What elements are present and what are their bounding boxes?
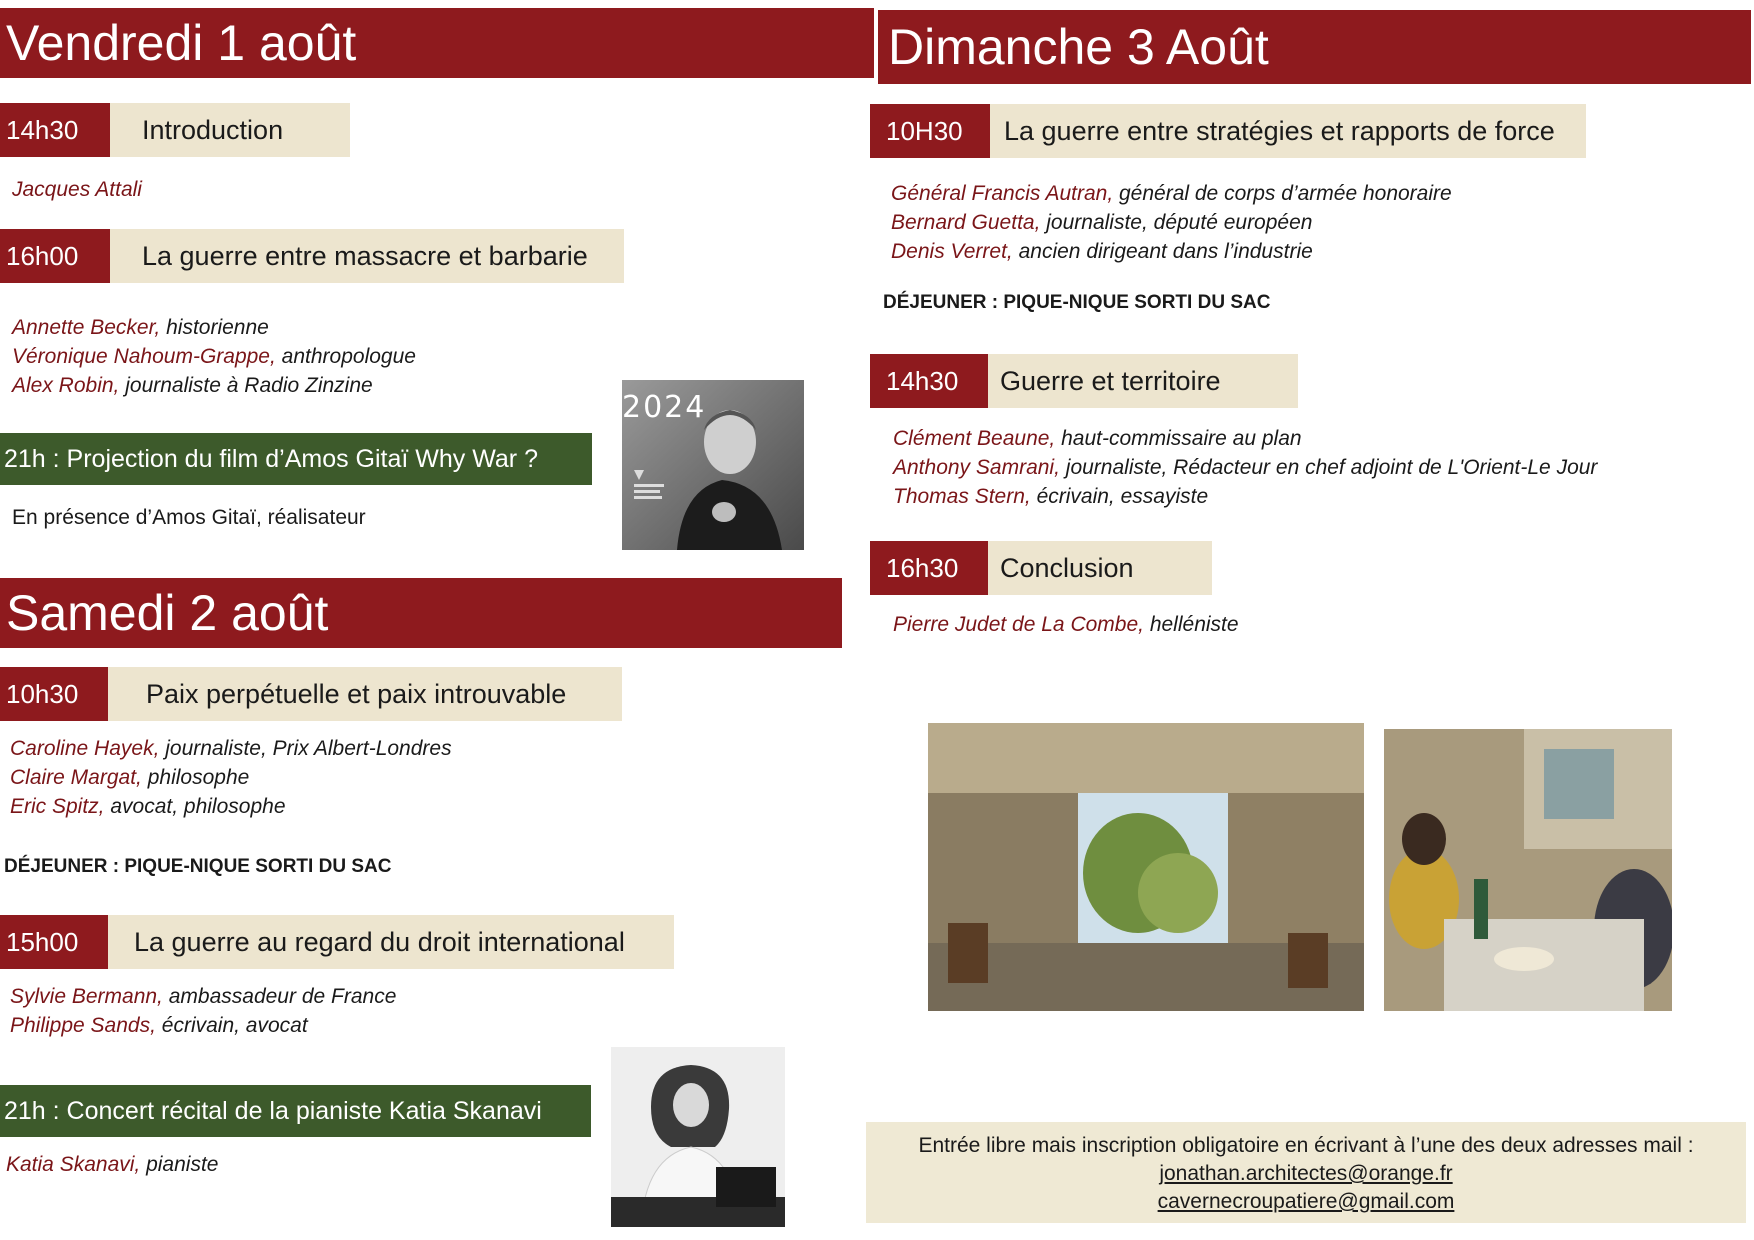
speaker-role: écrivain, avocat xyxy=(155,1014,308,1037)
speaker-name: Pierre Judet de La Combe, xyxy=(893,613,1144,636)
slot-title: Conclusion xyxy=(988,541,1212,595)
speaker-name: Caroline Hayek, xyxy=(10,737,160,760)
speaker-name: Claire Margat, xyxy=(10,766,142,789)
sunday-lunch: DÉJEUNER : PIQUE-NIQUE SORTI DU SAC xyxy=(883,292,1271,313)
slot-time: 16h30 xyxy=(870,541,988,595)
speaker xyxy=(891,208,1452,237)
pianist-photo xyxy=(611,1047,785,1227)
speaker-list xyxy=(893,424,1597,511)
speaker-role: anthropologue xyxy=(275,345,416,368)
saturday-header xyxy=(0,578,842,648)
cave-photo xyxy=(928,723,1364,1011)
slot-title: Guerre et territoire xyxy=(988,354,1298,408)
speaker-role: écrivain, essayiste xyxy=(1030,485,1209,508)
saturday-header-text: Samedi 2 août xyxy=(6,585,329,641)
slot-time: 14h30 xyxy=(870,354,988,408)
speaker-name: Sylvie Bermann, xyxy=(10,985,163,1008)
speaker-name: Eric Spitz, xyxy=(10,795,105,818)
speaker xyxy=(893,424,1597,453)
saturday-evening-event: 21h : Concert récital de la pianiste Katia Skanavi xyxy=(0,1085,591,1137)
speaker-name: Anthony Samrani, xyxy=(893,456,1060,479)
speaker-name: Denis Verret, xyxy=(891,240,1013,263)
speaker-role: général de corps d’armée honoraire xyxy=(1113,182,1452,205)
speaker-role: journaliste, Prix Albert-Londres xyxy=(159,737,452,760)
speaker xyxy=(12,175,142,204)
speaker xyxy=(10,982,396,1011)
friday-evening-note: En présence d’Amos Gitaï, réalisateur xyxy=(12,506,366,529)
speaker-role: ancien dirigeant dans l’industrie xyxy=(1012,240,1313,263)
slot-time: 15h00 xyxy=(0,915,108,969)
sunday-slot-3 xyxy=(870,541,1212,595)
speaker xyxy=(891,237,1452,266)
speaker-name: Général Francis Autran, xyxy=(891,182,1114,205)
sunday-slot-2 xyxy=(870,354,1298,408)
photo-year-text: 2024 xyxy=(622,390,707,425)
speaker-list xyxy=(12,313,416,400)
sunday-header-text: Dimanche 3 Août xyxy=(888,19,1269,75)
dining-photo xyxy=(1384,729,1672,1011)
speaker-list xyxy=(6,1150,218,1179)
speaker-name: Philippe Sands, xyxy=(10,1014,156,1037)
friday-header xyxy=(0,8,874,78)
registration-info xyxy=(866,1122,1746,1223)
slot-time: 14h30 xyxy=(0,103,110,157)
speaker-role: avocat, philosophe xyxy=(104,795,286,818)
speaker xyxy=(12,313,416,342)
speaker-name: Annette Becker, xyxy=(12,316,161,339)
speaker-role: ambassadeur de France xyxy=(162,985,397,1008)
speaker-role: helléniste xyxy=(1143,613,1239,636)
friday-header-text: Vendredi 1 août xyxy=(6,15,357,71)
speaker-name: Véronique Nahoum-Grappe, xyxy=(12,345,276,368)
friday-slot-1 xyxy=(0,103,350,157)
speaker-role: historienne xyxy=(160,316,269,339)
speaker-name: Jacques Attali xyxy=(12,178,142,201)
speaker xyxy=(893,610,1239,639)
speaker-name: Clément Beaune, xyxy=(893,427,1056,450)
speaker-name: Alex Robin, xyxy=(12,374,120,397)
speaker xyxy=(12,371,416,400)
speaker xyxy=(10,1011,396,1040)
speaker xyxy=(891,179,1452,208)
speaker xyxy=(893,482,1597,511)
slot-title: La guerre entre stratégies et rapports de force xyxy=(990,104,1586,158)
registration-text: Entrée libre mais inscription obligatoire en écrivant à l’une des deux adresses mail : xyxy=(918,1134,1694,1157)
speaker-role: journaliste à Radio Zinzine xyxy=(119,374,373,397)
slot-time: 10H30 xyxy=(870,104,990,158)
speaker xyxy=(10,763,452,792)
speaker xyxy=(10,734,452,763)
speaker-name: Bernard Guetta, xyxy=(891,211,1041,234)
speaker-list xyxy=(10,982,396,1040)
saturday-slot-2 xyxy=(0,915,674,969)
slot-title: La guerre au regard du droit international xyxy=(108,915,674,969)
speaker-list xyxy=(12,175,142,204)
speaker-role: haut-commissaire au plan xyxy=(1055,427,1302,450)
speaker xyxy=(6,1150,218,1179)
speaker-role: pianiste xyxy=(140,1153,219,1176)
speaker-role: journaliste, Rédacteur en chef adjoint de L'Orient-Le Jour xyxy=(1059,456,1598,479)
friday-slot-2 xyxy=(0,229,624,283)
slot-title: La guerre entre massacre et barbarie xyxy=(110,229,624,283)
email-link-1[interactable]: jonathan.architectes@orange.fr xyxy=(1159,1162,1453,1185)
speaker xyxy=(893,453,1597,482)
speaker-list xyxy=(10,734,452,821)
friday-evening-event: 21h : Projection du film d’Amos Gitaï Why War ? xyxy=(0,433,592,485)
email-link-2[interactable]: cavernecroupatiere@gmail.com xyxy=(1157,1190,1455,1213)
sunday-slot-1 xyxy=(870,104,1586,158)
speaker-name: Katia Skanavi, xyxy=(6,1153,141,1176)
speaker-list xyxy=(891,179,1452,266)
speaker-role: journaliste, député européen xyxy=(1040,211,1313,234)
speaker-list xyxy=(893,610,1239,639)
slot-title: Paix perpétuelle et paix introuvable xyxy=(108,667,622,721)
sunday-header xyxy=(878,10,1751,84)
saturday-slot-1 xyxy=(0,667,622,721)
slot-time: 10h30 xyxy=(0,667,108,721)
speaker xyxy=(10,792,452,821)
speaker-name: Thomas Stern, xyxy=(893,485,1031,508)
slot-title: Introduction xyxy=(110,103,350,157)
amos-gitai-photo xyxy=(622,380,804,550)
saturday-lunch: DÉJEUNER : PIQUE-NIQUE SORTI DU SAC xyxy=(4,856,392,877)
slot-time: 16h00 xyxy=(0,229,110,283)
speaker-role: philosophe xyxy=(141,766,250,789)
speaker xyxy=(12,342,416,371)
